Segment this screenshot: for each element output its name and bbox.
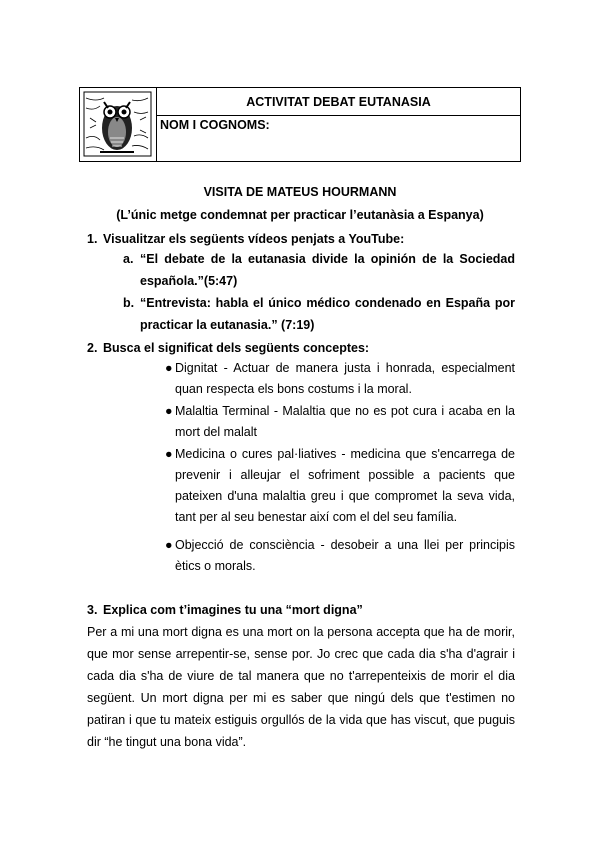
q2-text: Busca el significat dels següents conceptes: [103, 341, 370, 355]
bullet-text: Malaltia Terminal - Malaltia que no es pot cura i acaba en la mort del malalt [175, 404, 515, 439]
q1-number: 1. [87, 232, 98, 246]
bullet-item [165, 358, 515, 400]
bullet-item [165, 444, 515, 528]
q3-text: Explica com t’imagines tu una “mort digna” [103, 603, 363, 617]
q3-answer: Per a mi una mort digna es una mort on la persona accepta que ha de morir, que mor sense arrepentir-se, sense por. Jo crec que cada dia s'ha d'agrair i cada dia s'ha de viure de tal manera que no t'arrepenteixis de morir el dia següent. Un mort digna per mi es saber que ningú dels que t'estimen no patiran i que tu mateix estiguis orgullós de la vida que has viscut, que puguis dir “he tingut una bona vida”. [87, 625, 515, 749]
q1-b-marker: b. [123, 296, 135, 310]
bullet-item [165, 401, 515, 443]
q1-b-text: “Entrevista: habla el único médico condenado en España por practicar la eutanasia.” (7:19) [140, 296, 515, 332]
header-table [79, 87, 521, 162]
bullet-icon: ● [165, 447, 173, 461]
bullet-icon: ● [165, 404, 173, 418]
q1-a-text: “El debate de la eutanasia divide la opinión de la Sociedad española.”(5:47) [140, 252, 515, 288]
q1-text: Visualitzar els següents vídeos penjats a YouTube: [103, 232, 405, 246]
q3-number: 3. [87, 603, 98, 617]
heading-visit: VISITA DE MATEUS HOURMANN [203, 185, 397, 199]
q2-number: 2. [87, 341, 98, 355]
activity-title: ACTIVITAT DEBAT EUTANASIA [157, 88, 520, 116]
name-field-label: NOM I COGNOMS: [160, 118, 270, 132]
owl-logo-icon [80, 88, 155, 160]
bullet-icon: ● [165, 538, 173, 552]
q1-a-marker: a. [123, 252, 134, 266]
bullet-icon: ● [165, 361, 173, 375]
bullet-text: Objecció de consciència - desobeir a una llei per principis ètics o morals. [175, 538, 515, 573]
bullet-item [165, 535, 515, 577]
bullet-text: Dignitat - Actuar de manera justa i honrada, especialment quan respecta els bons costums i la moral. [175, 361, 515, 396]
heading-subtitle: (L’únic metge condemnat per practicar l’eutanàsia a Espanya) [116, 208, 484, 222]
owl-logo [80, 88, 157, 161]
bullet-text: Medicina o cures pal·liatives - medicina que s'encarrega de prevenir i alleujar el sofriment possible a pacients que pateixen d'una malaltia greu i que compromet la seva vida, tant per al seu benestar així com el del seu família. [175, 447, 515, 524]
